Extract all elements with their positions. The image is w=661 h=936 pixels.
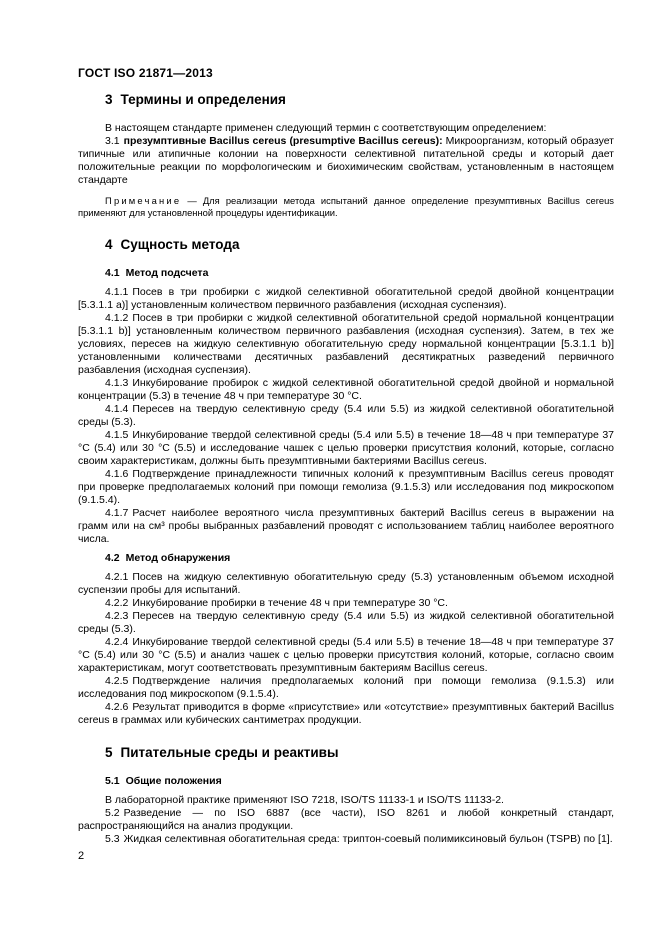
note-text: — Для реализации метода испытаний данное определение презумптивных Bacillus cereus применяют для установленной процедуры идентификации. — [78, 195, 614, 218]
subsection-5-1-heading — [78, 775, 614, 788]
item-number: 4.2.3 — [105, 610, 129, 622]
paragraph-item — [78, 597, 614, 610]
subsection-title: Общие положения — [125, 775, 222, 787]
item-text: Пересев на твердую селективную среду (5.4 или 5.5) из жидкой селективной обогатительной среды (5.3). — [78, 403, 614, 428]
term-definition — [78, 135, 614, 187]
paragraph-item — [78, 807, 614, 833]
page-number: 2 — [78, 850, 85, 862]
subsection-title: Метод подсчета — [125, 267, 209, 279]
section-5-heading — [78, 744, 614, 762]
item-text: Инкубирование твердой селективной среды (5.4 или 5.5) в течение 18—48 ч при температуре 37 °С (5.4) или 30 °С (5.5) и исследование чашек с целью проверки присутствия колоний, которые, согласно своим характеристикам, должны быть презумптивными бактериями Bacillus cereus. — [78, 429, 614, 467]
paragraph-item — [78, 429, 614, 468]
item-text: Посев в три пробирки с жидкой селективной обогатительной средой двойной концентрации [5.3.1.1 а)] установленным количеством первичного разбавления (исходная суспензия). — [78, 286, 614, 311]
section-4-heading — [78, 236, 614, 254]
paragraph-item — [78, 286, 614, 312]
item-number: 4.2.1 — [105, 571, 129, 583]
item-number: 4.1.2 — [105, 312, 129, 324]
item-text: Расчет наиболее вероятного числа презумптивных бактерий Bacillus cereus в выражении на грамм или на см³ пробы выбранных разбавлений проводят с использованием таблиц наиболее вероятного числа. — [78, 507, 614, 545]
subsection-4-2-heading — [78, 552, 614, 565]
section-title: Сущность метода — [120, 237, 240, 252]
subsection-number: 5.1 — [105, 775, 120, 787]
paragraph-item — [78, 507, 614, 546]
item-text: Результат приводится в форме «присутствие» или «отсутствие» презумптивных бактерий Bacillus cereus в граммах или кубических сантиметрах продукции. — [78, 701, 614, 726]
item-number: 5.2 — [105, 807, 120, 819]
item-number: 4.1.6 — [105, 468, 129, 480]
item-text: Жидкая селективная обогатительная среда: триптон-соевый полимиксиновый бульон (TSPB) по [1]. — [123, 833, 613, 845]
item-text: Разведение — по ISO 6887 (все части), ISO 8261 и любой конкретный стандарт, распространяющийся на анализ продукции. — [78, 807, 614, 832]
item-number: 4.1.7 — [105, 507, 129, 519]
item-number: 4.2.4 — [105, 636, 129, 648]
item-number: 4.1.5 — [105, 429, 129, 441]
item-text: Инкубирование твердой селективной среды (5.4 или 5.5) в течение 18—48 ч при температуре 37 °С (5.4) или 30 °С (5.5) и анализ чашек с целью проверки присутствия колоний, которые, согласно своим характеристикам, могут соответствовать презумптивным бактериям Bacillus cereus. — [78, 636, 614, 674]
subsection-number: 4.2 — [105, 552, 120, 564]
item-number: 4.2.2 — [105, 597, 129, 609]
paragraph-item — [78, 701, 614, 727]
term-name: презумптивные Bacillus cereus (presumptive Bacillus cereus): — [123, 135, 443, 147]
term-text: Микроорганизм, который образует типичные или атипичные колонии на поверхности селективной питательной среды и который дает положительные реакции по морфологическим и биохимическим свойствам, установленным в настоящем стандарте — [78, 135, 614, 186]
item-text: Посев в три пробирки с жидкой селективной обогатительной средой нормальной концентрации [5.3.1.1 b)] установленным количеством первичного разбавления (исходная суспензия). Затем, в тех же условиях, пересев на жидкую селективную обогатительную среду нормальной концентрации [5.3.1.1 b)] установленными количествами десятичных разбавлений десятикратных разведений первичного разбавления (исходная суспензия). — [78, 312, 614, 376]
paragraph-item — [78, 833, 614, 846]
section-number: 4 — [105, 237, 113, 252]
subsection-number: 4.1 — [105, 267, 120, 279]
paragraph-item — [78, 610, 614, 636]
subsection-4-1-heading — [78, 267, 614, 280]
paragraph-item — [78, 468, 614, 507]
section-3-heading — [78, 91, 614, 109]
term-number: 3.1 — [105, 135, 120, 147]
document-header: ГОСТ ISO 21871—2013 — [78, 66, 213, 80]
item-text: Посев на жидкую селективную обогатительную среду (5.3) установленным объемом исходной суспензии пробы для испытаний. — [78, 571, 614, 596]
paragraph-item — [78, 636, 614, 675]
item-text: Подтверждение наличия предполагаемых колоний при помощи гемолиза (9.1.5.3) или исследования под микроскопом (9.1.5.4). — [78, 675, 614, 700]
item-number: 5.3 — [105, 833, 120, 845]
paragraph-item — [78, 377, 614, 403]
item-number: 4.1.3 — [105, 377, 129, 389]
paragraph-item — [78, 403, 614, 429]
item-text: Пересев на твердую селективную среду (5.4 или 5.5) из жидкой селективной обогатительной среды (5.3). — [78, 610, 614, 635]
note-lead: Примечание — [105, 195, 182, 206]
item-text: Инкубирование пробирок с жидкой селективной обогатительной средой двойной и нормальной концентрации (5.3) в течение 48 ч при температуре 30 °С. — [78, 377, 614, 402]
note — [78, 195, 614, 219]
item-text: Инкубирование пробирки в течение 48 ч при температуре 30 °С. — [132, 597, 448, 609]
item-number: 4.2.5 — [105, 675, 129, 687]
paragraph: В лабораторной практике применяют ISO 7218, ISO/TS 11133-1 и ISO/TS 11133-2. — [105, 794, 504, 806]
item-number: 4.1.4 — [105, 403, 129, 415]
document-body — [78, 91, 614, 846]
item-text: Подтверждение принадлежности типичных колоний к презумптивным Bacillus cereus проводят при проверке предполагаемых колоний при помощи гемолиза (9.1.5.3) или исследования под микроскопом (9.1.5.4). — [78, 468, 614, 506]
paragraph-item — [78, 571, 614, 597]
section-title: Питательные среды и реактивы — [120, 745, 339, 760]
item-number: 4.1.1 — [105, 286, 129, 298]
item-number: 4.2.6 — [105, 701, 129, 713]
paragraph-item — [78, 675, 614, 701]
paragraph-item — [78, 312, 614, 377]
subsection-title: Метод обнаружения — [125, 552, 231, 564]
section-title: Термины и определения — [120, 92, 286, 107]
section-3-intro: В настоящем стандарте применен следующий термин с соответствующим определением: — [105, 122, 547, 134]
section-number: 3 — [105, 92, 113, 107]
section-number: 5 — [105, 745, 113, 760]
